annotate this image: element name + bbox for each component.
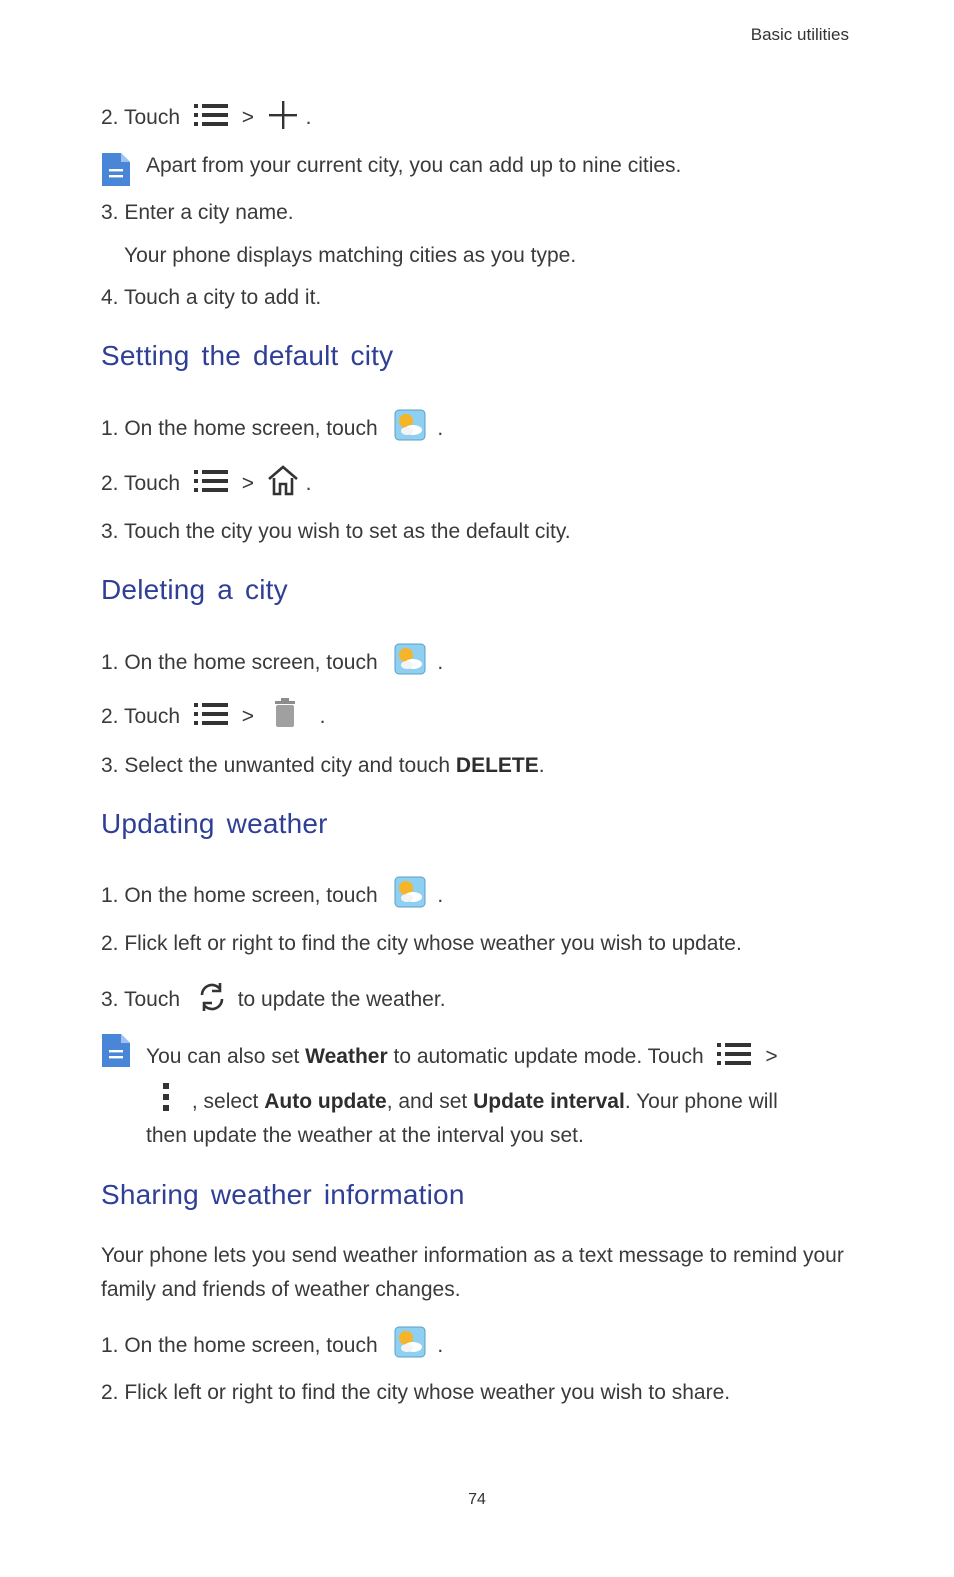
step-text: 2. Touch: [101, 106, 181, 129]
delete-city-step-2: [101, 704, 326, 730]
share-weather-step-1: [101, 1333, 443, 1359]
note-line-1: [146, 1044, 778, 1070]
weather-label: Weather: [305, 1045, 388, 1068]
weather-app-icon: [394, 409, 426, 441]
step-end: .: [437, 1334, 444, 1357]
step-text: 1. On the home screen, touch: [101, 417, 378, 440]
step-end: .: [437, 417, 444, 440]
default-city-step-3: 3. Touch the city you wish to set as the default city.: [101, 520, 571, 543]
step-text: 3. Select the unwanted city and touch: [101, 754, 456, 777]
step-text: 1. On the home screen, touch: [101, 651, 378, 674]
update-weather-step-1: [101, 883, 443, 909]
update-interval-label: Update interval: [473, 1090, 625, 1113]
step-text: 2. Touch: [101, 705, 181, 728]
separator: >: [241, 472, 254, 495]
section-heading: Deleting a city: [101, 574, 288, 605]
menu-list-icon: [192, 701, 232, 727]
share-weather-step-2: 2. Flick left or right to find the city whose weather you wish to share.: [101, 1381, 731, 1404]
step-text: 3. Touch: [101, 988, 181, 1011]
delete-city-step-1: [101, 650, 443, 676]
page-number: 74: [468, 1491, 486, 1508]
intro-step-3-detail: Your phone displays matching cities as you type.: [124, 244, 577, 267]
separator: >: [241, 705, 254, 728]
delete-label: DELETE: [455, 754, 539, 777]
note-text: . Your phone will: [624, 1090, 778, 1113]
menu-list-icon: [715, 1041, 755, 1067]
auto-update-label: Auto update: [264, 1090, 387, 1113]
home-icon: [266, 464, 300, 496]
weather-app-icon: [394, 643, 426, 675]
section-heading: Updating weather: [101, 808, 328, 839]
separator: >: [241, 106, 254, 129]
update-weather-step-3: [101, 987, 446, 1013]
more-vertical-icon: [146, 1082, 182, 1114]
intro-step-2: [101, 105, 312, 131]
note-document-icon: [102, 153, 130, 186]
delete-city-step-3: [101, 753, 545, 779]
note-text: Apart from your current city, you can add up to nine cities.: [146, 154, 682, 177]
step-end: .: [538, 754, 545, 777]
note-text: , and set: [386, 1090, 474, 1113]
section-heading: Sharing weather information: [101, 1179, 465, 1210]
intro-step-4: 4. Touch a city to add it.: [101, 286, 322, 309]
menu-list-icon: [192, 468, 232, 494]
note-text: You can also set: [146, 1045, 306, 1068]
plus-icon: [266, 100, 300, 130]
note-text: to automatic update mode. Touch: [387, 1045, 704, 1068]
default-city-step-1: [101, 416, 443, 442]
share-weather-description: Your phone lets you send weather information as a text message to remind your family and friends of weather changes.: [101, 1244, 844, 1301]
note-line-3: then update the weather at the interval you set.: [146, 1124, 584, 1147]
note-text: , select: [191, 1090, 265, 1113]
step-end: .: [437, 884, 444, 907]
trash-icon: [270, 697, 300, 729]
note-line-2: [146, 1089, 778, 1115]
weather-app-icon: [394, 876, 426, 908]
intro-step-3: 3. Enter a city name.: [101, 201, 294, 224]
refresh-icon: [196, 981, 228, 1013]
menu-list-icon: [192, 102, 232, 128]
separator: >: [765, 1045, 778, 1068]
page-header-title: Basic utilities: [750, 25, 849, 44]
update-weather-step-2: 2. Flick left or right to find the city whose weather you wish to update.: [101, 932, 742, 955]
step-text: 2. Touch: [101, 472, 181, 495]
step-text: 1. On the home screen, touch: [101, 1334, 378, 1357]
section-heading: Setting the default city: [101, 340, 394, 371]
step-end: .: [305, 472, 312, 495]
default-city-step-2: [101, 471, 312, 497]
step-end: .: [319, 705, 326, 728]
note-document-icon: [102, 1034, 130, 1067]
step-end: .: [305, 106, 312, 129]
step-text: to update the weather.: [237, 988, 446, 1011]
step-end: .: [437, 651, 444, 674]
weather-app-icon: [394, 1326, 426, 1358]
step-text: 1. On the home screen, touch: [101, 884, 378, 907]
